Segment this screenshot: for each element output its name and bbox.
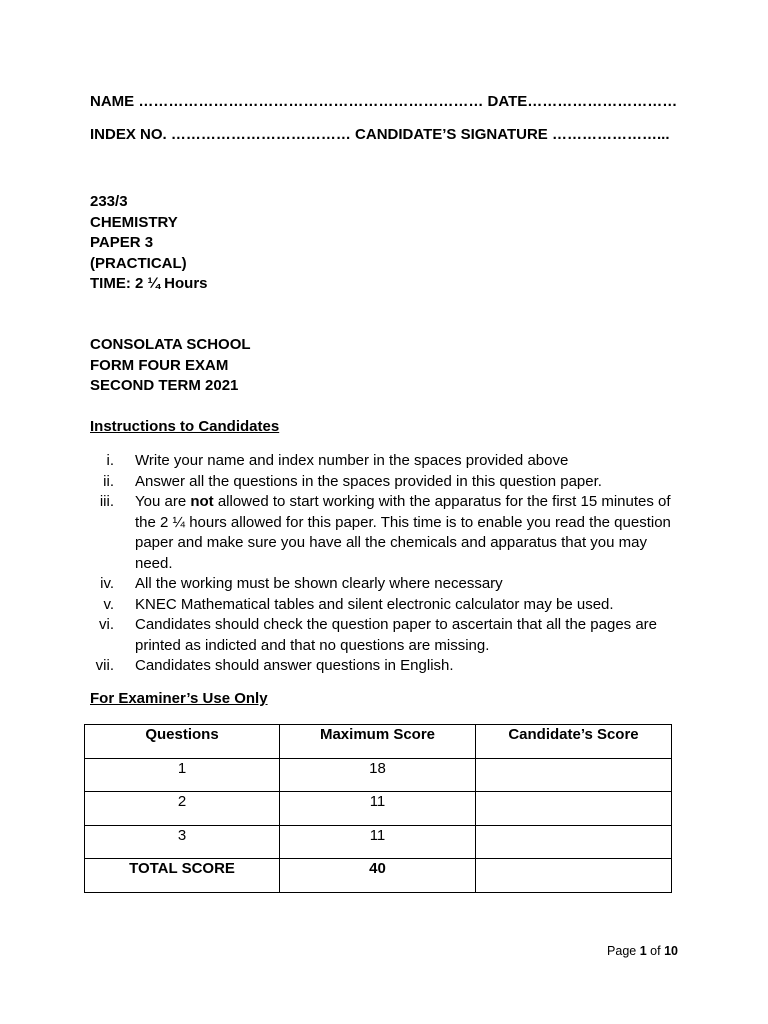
paper-subject: CHEMISTRY	[90, 213, 178, 231]
current-page: 1	[639, 944, 647, 958]
item-text: All the working must be shown clearly where necessary	[135, 575, 503, 592]
name-label: NAME	[90, 93, 135, 110]
instruction-item	[0, 472, 680, 493]
question-cell: 2	[85, 792, 280, 826]
paper-type: (PRACTICAL)	[90, 254, 187, 272]
paper-time: TIME: 2 ¼ Hours	[90, 275, 208, 292]
index-label: INDEX NO.	[90, 126, 167, 143]
item-number: i.	[106, 452, 114, 469]
instruction-item	[0, 451, 680, 472]
item-number: ii.	[103, 472, 114, 490]
candidate-score-cell	[476, 825, 672, 859]
question-cell: 3	[85, 825, 280, 859]
instructions-list	[0, 451, 768, 677]
question-cell: 1	[85, 758, 280, 792]
total-score-label: TOTAL SCORE	[85, 859, 280, 893]
instruction-item	[0, 595, 680, 616]
col-header-questions: Questions	[85, 725, 280, 759]
item-number: v.	[103, 595, 114, 613]
instruction-item	[0, 615, 680, 656]
index-signature-line	[90, 125, 670, 146]
school-info	[90, 335, 251, 397]
table-row	[85, 758, 672, 792]
item-text: Answer all the questions in the spaces provided in this question paper.	[135, 472, 602, 490]
signature-blank: …………………...	[551, 126, 670, 143]
item-text: Candidates should answer questions in English.	[135, 657, 454, 674]
item-text: Candidates should check the question paper to ascertain that all the pages are printed as indicted and that no questions are missing.	[135, 616, 658, 654]
paper-number: PAPER 3	[90, 234, 154, 251]
table-total-row	[85, 859, 672, 893]
instruction-item	[0, 656, 680, 677]
col-header-candidate-score: Candidate’s Score	[476, 725, 672, 759]
total-pages: 10	[664, 944, 678, 958]
item-text: Write your name and index number in the spaces provided above	[135, 452, 569, 469]
item-text-rest: allowed to start working with the apparatus for the first 15 minutes of the 2 ¼ hours allowed for this paper. This time is to enable you read the question paper and make sure you have all the chemicals and apparatus that you may need.	[135, 493, 671, 572]
table-row	[85, 825, 672, 859]
item-number: iv.	[100, 575, 114, 592]
max-score-cell: 18	[280, 758, 476, 792]
instruction-item	[0, 492, 680, 574]
paper-code: 233/3	[90, 193, 128, 210]
name-blank: ……………………………………………………………	[138, 93, 484, 110]
of-label: of	[650, 944, 661, 958]
date-label: DATE	[487, 93, 528, 110]
candidate-total-cell	[476, 859, 672, 893]
candidate-score-cell	[476, 792, 672, 826]
instructions-heading: Instructions to Candidates	[90, 418, 280, 435]
max-score-cell: 11	[280, 792, 476, 826]
page-number-footer	[607, 944, 678, 959]
candidate-score-cell	[476, 758, 672, 792]
item-text	[135, 492, 680, 574]
item-number: iii.	[99, 493, 114, 510]
name-date-line	[90, 92, 677, 113]
instruction-item	[0, 574, 680, 595]
index-blank: ………………………………	[170, 126, 351, 143]
examiner-heading: For Examiner’s Use Only	[90, 690, 268, 707]
col-header-maximum-score: Maximum Score	[280, 725, 476, 759]
examiner-score-table	[84, 724, 672, 893]
item-text-start: You are	[135, 493, 191, 510]
signature-label: CANDIDATE’S SIGNATURE	[355, 126, 548, 143]
total-max-score: 40	[280, 859, 476, 893]
exam-name: FORM FOUR EXAM	[90, 356, 229, 374]
page-label: Page	[607, 944, 637, 958]
paper-info	[90, 192, 208, 295]
item-text: KNEC Mathematical tables and silent electronic calculator may be used.	[135, 595, 614, 613]
school-name: CONSOLATA SCHOOL	[90, 336, 251, 353]
table-header-row	[85, 725, 672, 759]
max-score-cell: 11	[280, 825, 476, 859]
item-number: vii.	[95, 657, 114, 674]
date-blank: …………………………	[527, 93, 678, 110]
item-number: vi.	[99, 616, 114, 633]
exam-term: SECOND TERM 2021	[90, 377, 239, 394]
table-row	[85, 792, 672, 826]
emphasis-not: not	[190, 493, 214, 510]
